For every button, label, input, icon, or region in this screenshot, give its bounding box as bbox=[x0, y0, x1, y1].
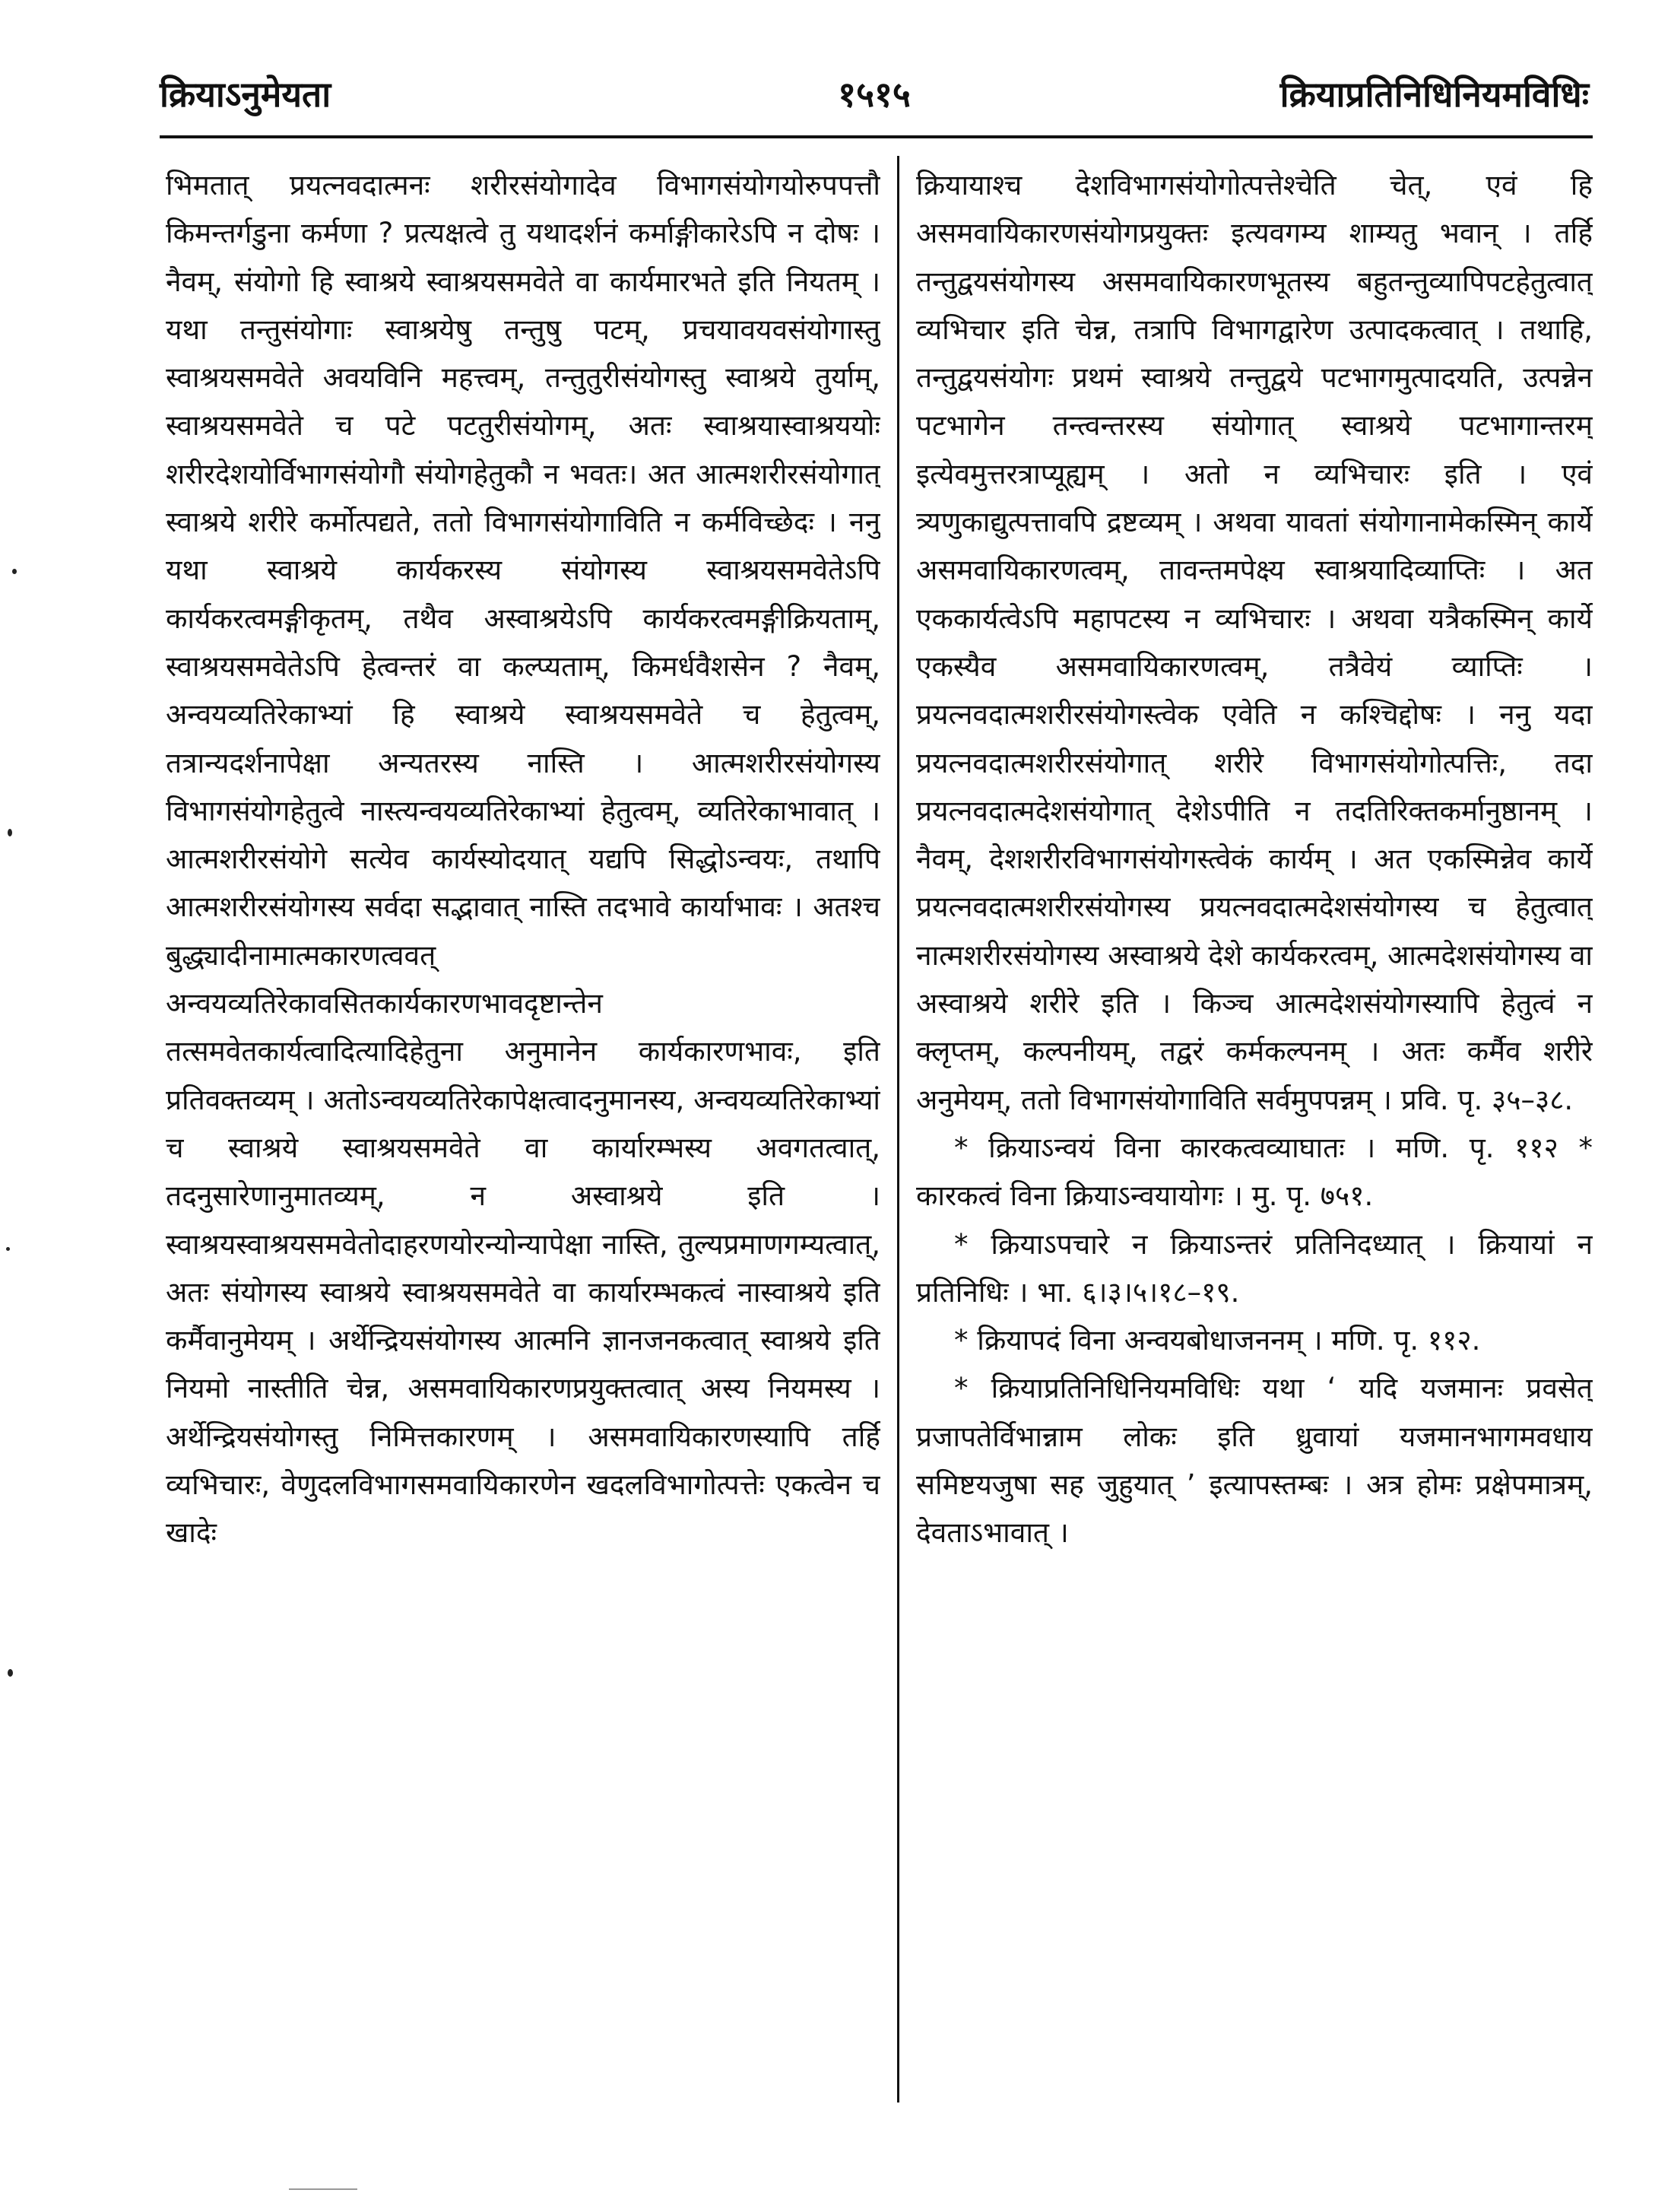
margin-speck bbox=[8, 1669, 13, 1677]
right-column-text: क्रियायाश्च देशविभागसंयोगोत्पत्तेश्चेति चेत्, एवं हि असमवायिकारणसंयोगप्रयुक्तः इत्यवगम्य शाम्यतु भवान् । तर्हि तन्तुद्वयसंयोगस्य असमवायिकारणभूतस्य बहुतन्तुव्यापिपटहेतुत्वात् व्यभिचार इति चेन्न, तत्रापि विभागद्वारेण उत्पादकत्वात् । तथाहि, तन्तुद्वयसंयोगः प्रथमं स्वाश्रये तन्तुद्वये पटभागमुत्पादयति, उत्पन्नेन पटभागेन तन्त्वन्तरस्य संयोगात् स्वाश्रये पटभागान्तरम् इत्येवमुत्तरत्राप्यूह्यम् । अतो न व्यभिचारः इति । एवं त्र्यणुकाद्युत्पत्तावपि द्रष्टव्यम् । अथवा यावतां संयोगानामेकस्मिन् कार्ये असमवायिकारणत्वम्, तावन्तमपेक्ष्य स्वाश्रयादिव्याप्तिः । अत एककार्यत्वेऽपि महापटस्य न व्यभिचारः । अथवा यत्रैकस्मिन् कार्ये एकस्यैव असमवायिकारणत्वम्, तत्रैवेयं व्याप्तिः । प्रयत्नवदात्मशरीरसंयोगस्त्वेक एवेति न कश्चिद्दोषः । ननु यदा प्रयत्नवदात्मशरीरसंयोगात् शरीरे विभागसंयोगोत्पत्तिः, तदा प्रयत्नवदात्मदेशसंयोगात् देशेऽपीति न तदतिरिक्तकर्मानुष्ठानम् । नैवम्, देशशरीरविभागसंयोगस्त्वेकं कार्यम् । अत एकस्मिन्नेव कार्ये प्रयत्नवदात्मशरीरसंयोगस्य प्रयत्नवदात्मदेशसंयोगस्य च हेतुत्वात् नात्मशरीरसंयोगस्य अस्वाश्रये देशे कार्यकरत्वम्, आत्मदेशसंयोगस्य वा अस्वाश्रये शरीरे इति । किञ्च आत्मदेशसंयोगस्यापि हेतुत्वं न क्लृप्तम्, कल्पनीयम्, तद्वरं कर्मकल्पनम् । अतः कर्मैव शरीरे अनुमेयम्, ततो विभागसंयोगाविति सर्वमुपपन्नम् । प्रवि. पृ. ३५–३८. bbox=[916, 169, 1593, 1116]
right-running-head: क्रियाप्रतिनिधिनियमविधिः bbox=[1279, 74, 1589, 115]
page-number: १५१५ bbox=[838, 74, 911, 115]
bottom-scuff-mark bbox=[289, 2188, 357, 2190]
entry-kriyapratinidhi: * क्रियाप्रतिनिधिनियमविधिः यथा ‘ यदि यजमानः प्रवसेत् प्रजापतेर्विभान्नाम लोकः इति ध्रुवायां यजमानभागमवधाय समिष्टयजुषा सह जुहुयात् ’ इत्यापस्तम्बः । अत्र होमः प्रक्षेपमात्रम्, देवताऽभावात् । bbox=[916, 1372, 1593, 1550]
entry-kriyapachare: * क्रियाऽपचारे न क्रियाऽन्तरं प्रतिनिदध्यात् । क्रियायां न प्रतिनिधिः । भा. ६।३।५।१८–१९. bbox=[916, 1227, 1593, 1309]
entry-kriyanvaya: * क्रियाऽन्वयं विना कारकत्वव्याघातः । मणि. पृ. ११२ * कारकत्वं विना क्रियाऽन्वयायोगः । मु. पृ. ७५१. bbox=[916, 1131, 1593, 1213]
margin-speck bbox=[6, 1247, 10, 1251]
left-column bbox=[166, 161, 880, 1557]
header-rule bbox=[160, 135, 1593, 138]
margin-speck bbox=[12, 569, 17, 574]
page-header bbox=[160, 62, 1589, 123]
entry-kriyapada: * क्रियापदं विना अन्वयबोधाजननम् । मणि. पृ. ११२. bbox=[954, 1324, 1481, 1357]
left-running-head: क्रियाऽनुमेयता bbox=[160, 74, 331, 115]
column-divider bbox=[897, 156, 899, 2103]
margin-speck bbox=[8, 829, 12, 836]
left-column-text: भिमतात् प्रयत्नवदात्मनः शरीरसंयोगादेव विभागसंयोगयोरुपपत्तौ किमन्तर्गडुना कर्मणा ? प्रत्यक्षत्वे तु यथादर्शनं कर्माङ्गीकारेऽपि न दोषः । नैवम्, संयोगो हि स्वाश्रये स्वाश्रयसमवेते वा कार्यमारभते इति नियतम् । यथा तन्तुसंयोगाः स्वाश्रयेषु तन्तुषु पटम्, प्रचयावयवसंयोगास्तु स्वाश्रयसमवेते अवयविनि महत्त्वम्, तन्तुतुरीसंयोगस्तु स्वाश्रये तुर्याम्, स्वाश्रयसमवेते च पटे पटतुरीसंयोगम्, अतः स्वाश्रयास्वाश्रययोः शरीरदेशयोर्विभागसंयोगौ संयोगहेतुकौ न भवतः। अत आत्मशरीरसंयोगात् स्वाश्रये शरीरे कर्मोत्पद्यते, ततो विभागसंयोगाविति न कर्मविच्छेदः । ननु यथा स्वाश्रये कार्यकरस्य संयोगस्य स्वाश्रयसमवेतेऽपि कार्यकरत्वमङ्गीकृतम्, तथैव अस्वाश्रयेऽपि कार्यकरत्वमङ्गीक्रियताम्, स्वाश्रयसमवेतेऽपि हेत्वन्तरं वा कल्प्यताम्, किमर्धवैशसेन ? नैवम्, अन्वयव्यतिरेकाभ्यां हि स्वाश्रये स्वाश्रयसमवेते च हेतुत्वम्, तत्रान्यदर्शनापेक्षा अन्यतरस्य नास्ति । आत्मशरीरसंयोगस्य विभागसंयोगहेतुत्वे नास्त्यन्वयव्यतिरेकाभ्यां हेतुत्वम्, व्यतिरेकाभावात् । आत्मशरीरसंयोगे सत्येव कार्यस्योदयात् यद्यपि सिद्धोऽन्वयः, तथापि आत्मशरीरसंयोगस्य सर्वदा सद्भावात् नास्ति तदभावे कार्याभावः । अतश्च बुद्ध्यादीनामात्मकारणत्ववत् अन्वयव्यतिरेकावसितकार्यकारणभावदृष्टान्तेन तत्समवेतकार्यत्वादित्यादिहेतुना अनुमानेन कार्यकारणभावः, इति प्रतिवक्तव्यम् । अतोऽन्वयव्यतिरेकापेक्षत्वादनुमानस्य, अन्वयव्यतिरेकाभ्यां च स्वाश्रये स्वाश्रयसमवेते वा कार्यारम्भस्य अवगतत्वात्, तदनुसारेणानुमातव्यम्, न अस्वाश्रये इति । स्वाश्रयस्वाश्रयसमवेतोदाहरणयोरन्योन्यापेक्षा नास्ति, तुल्यप्रमाणगम्यत्वात्, अतः संयोगस्य स्वाश्रये स्वाश्रयसमवेते वा कार्यारम्भकत्वं नास्वाश्रये इति कर्मैवानुमेयम् । अर्थेन्द्रियसंयोगस्य आत्मनि ज्ञानजनकत्वात् स्वाश्रये इति नियमो नास्तीति चेन्न, असमवायिकारणप्रयुक्तत्वात् अस्य नियमस्य । अर्थेन्द्रियसंयोगस्तु निमित्तकारणम् । असमवायिकारणस्यापि तर्हि व्यभिचारः, वेणुदलविभागसमवायिकारणेन खदलविभागोत्पत्तेः एकत्वेन च खादेः bbox=[166, 169, 880, 1550]
right-column bbox=[916, 161, 1593, 1557]
